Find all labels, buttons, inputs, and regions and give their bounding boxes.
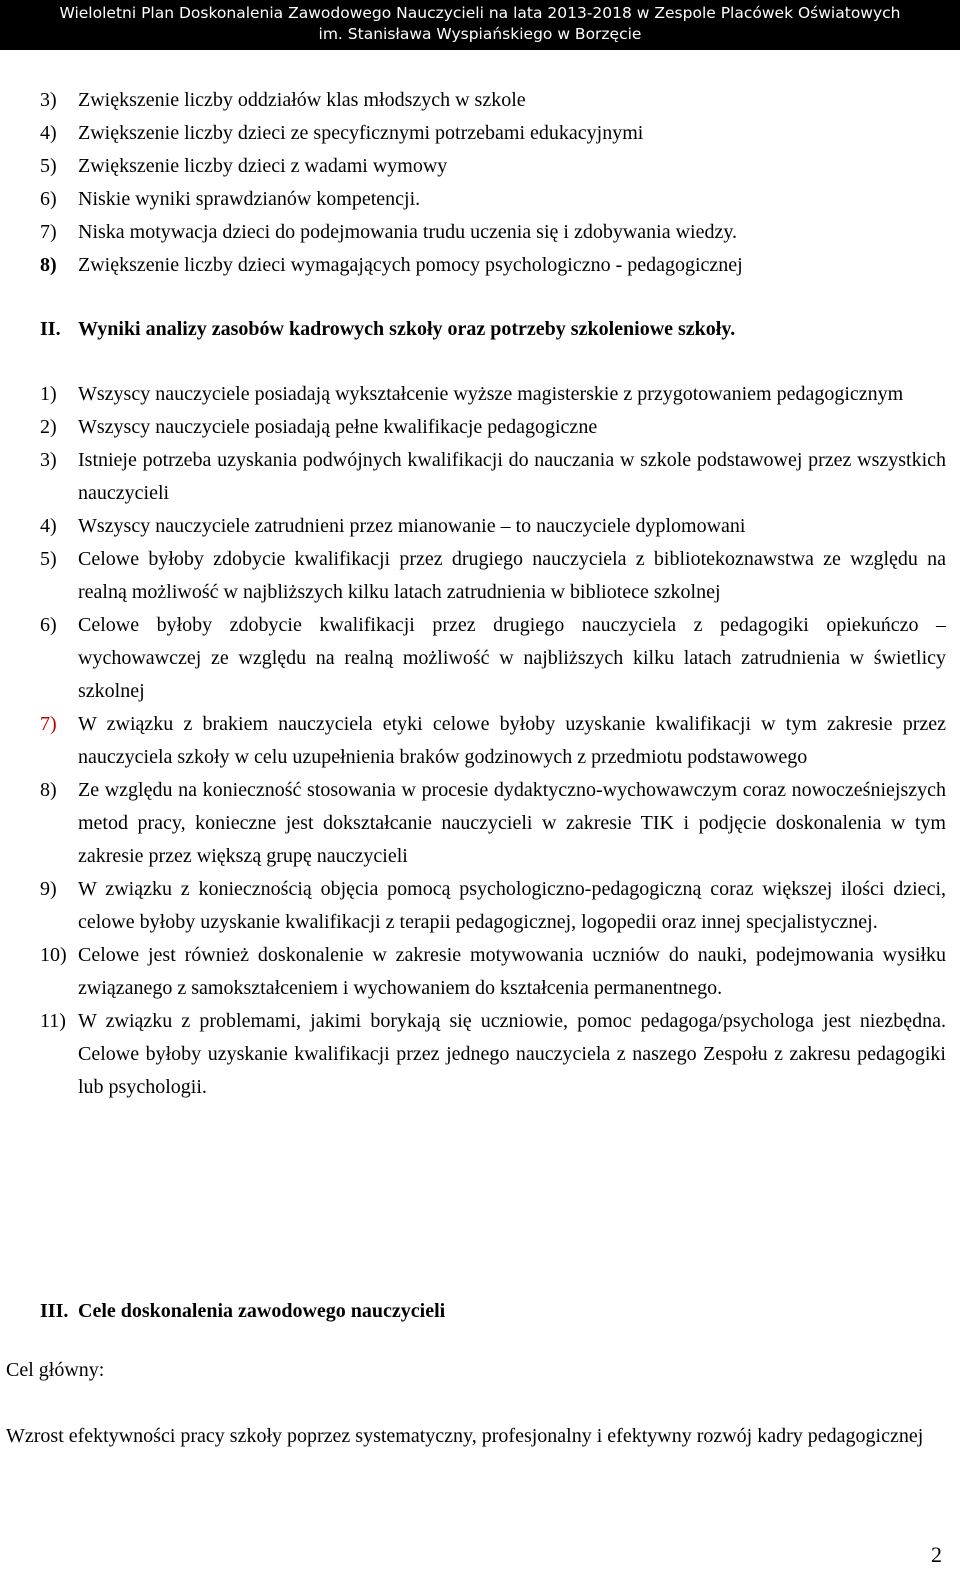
list-item [40,873,946,939]
list-item-text: Wszyscy nauczyciele posiadają pełne kwalifikacje pedagogiczne [78,416,598,438]
list-item-number: 1) [40,383,57,405]
list-item-number: 8) [40,779,57,801]
list-item-text: Zwiększenie liczby dzieci wymagających pomocy psychologiczno - pedagogicznej [78,254,743,276]
list-item [40,411,946,444]
list-item-text: Zwiększenie liczby oddziałów klas młodszych w szkole [78,89,526,111]
list-item-text: W związku z koniecznością objęcia pomocą psychologiczno-pedagogiczną coraz większej ilości dzieci, celowe byłoby uzyskanie kwalifikacji z terapii pedagogicznej, logopedii oraz innej specjalistycznej. [78,878,946,933]
section-title: Wyniki analizy zasobów kadrowych szkoły oraz potrzeby szkoleniowe szkoły. [78,318,736,340]
page-header [0,0,960,50]
section-heading [40,1296,445,1326]
list-item-number: 9) [40,878,57,900]
list-item-text: W związku z problemami, jakimi borykają się uczniowie, pomoc pedagoga/psychologa jest niezbędna. Celowe byłoby uzyskanie kwalifikacji przez jednego nauczyciela z naszego Zespołu z zakresu pedagogiki lub psychologii. [78,1010,946,1098]
list-item-text: Zwiększenie liczby dzieci z wadami wymowy [78,155,448,177]
list-item [40,939,946,1005]
staff-analysis-list [40,378,946,1104]
list-item-text: Niska motywacja dzieci do podejmowania trudu uczenia się i zdobywania wiedzy. [78,221,738,243]
list-item [40,216,950,249]
list-item-number: 5) [40,155,57,177]
list-item-number: 6) [40,188,57,210]
list-item-text: Celowe jest również doskonalenie w zakresie motywowania uczniów do nauki, podejmowania wysiłku związanego z samokształceniem i wychowaniem do kształcenia permanentnego. [78,944,946,999]
list-item-number: 3) [40,449,57,471]
header-line-2: im. Stanisława Wyspiańskiego w Borzęcie [318,25,642,43]
list-item-number: 3) [40,89,57,111]
list-item-number: 6) [40,614,57,636]
list-item [40,378,946,411]
list-item-number: 2) [40,416,57,438]
list-item [40,609,946,708]
problems-list [40,84,950,282]
list-item-text: Niskie wyniki sprawdzianów kompetencji. [78,188,421,210]
list-item [40,249,950,282]
list-item-text: W związku z brakiem nauczyciela etyki celowe byłoby uzyskanie kwalifikacji w tym zakresie przez nauczyciela szkoły w celu uzupełnienia braków godzinowych z przedmiotu podstawowego [78,713,946,768]
list-item [40,150,950,183]
list-item-number: 7) [40,221,57,243]
list-item [40,1005,946,1104]
list-item [40,543,946,609]
list-item-number: 4) [40,122,57,144]
section-title: Cele doskonalenia zawodowego nauczycieli [78,1300,446,1322]
section-number: II. [40,318,61,340]
list-item-number: 11) [40,1010,66,1032]
goal-text: Wzrost efektywności pracy szkoły poprzez systematyczny, profesjonalny i efektywny rozwój kadry pedagogicznej [6,1425,924,1447]
section-heading [40,314,735,344]
list-item [40,774,946,873]
page-number: 2 [931,1542,942,1567]
goal-label: Cel główny: [6,1359,105,1381]
list-item-text: Celowe byłoby zdobycie kwalifikacji przez drugiego nauczyciela z bibliotekoznawstwa ze względu na realną możliwość w najbliższych kilku latach zatrudnienia w bibliotece szkolnej [78,548,946,603]
list-item-number: 7) [40,713,57,735]
list-item-number: 10) [40,944,67,966]
section-number: III. [40,1300,69,1322]
list-item-text: Wszyscy nauczyciele zatrudnieni przez mianowanie – to nauczyciele dyplomowani [78,515,746,537]
list-item-text: Istnieje potrzeba uzyskania podwójnych kwalifikacji do nauczania w szkole podstawowej przez wszystkich nauczycieli [78,449,946,504]
list-item-number: 4) [40,515,57,537]
list-item-text: Zwiększenie liczby dzieci ze specyficznymi potrzebami edukacyjnymi [78,122,644,144]
list-item [40,117,950,150]
list-item-text: Wszyscy nauczyciele posiadają wykształcenie wyższe magisterskie z przygotowaniem pedagogicznym [78,383,904,405]
list-item-text: Celowe byłoby zdobycie kwalifikacji przez drugiego nauczyciela z pedagogiki opiekuńczo – wychowawczej ze względu na realną możliwość w najbliższych kilku latach zatrudnienia w świetlicy szkolnej [78,614,946,702]
list-item [40,708,946,774]
list-item-text: Ze względu na konieczność stosowania w procesie dydaktyczno-wychowawczym coraz nowocześniejszych metod pracy, konieczne jest dokształcanie nauczycieli w zakresie TIK i podjęcie doskonalenia w tym zakresie przez większą grupę nauczycieli [78,779,946,867]
list-item [40,183,950,216]
list-item [40,510,946,543]
list-item-number: 8) [40,254,57,276]
list-item [40,84,950,117]
header-line-1: Wieloletni Plan Doskonalenia Zawodowego Nauczycieli na lata 2013-2018 w Zespole Placówek Oświatowych [59,4,901,22]
list-item-number: 5) [40,548,57,570]
list-item [40,444,946,510]
